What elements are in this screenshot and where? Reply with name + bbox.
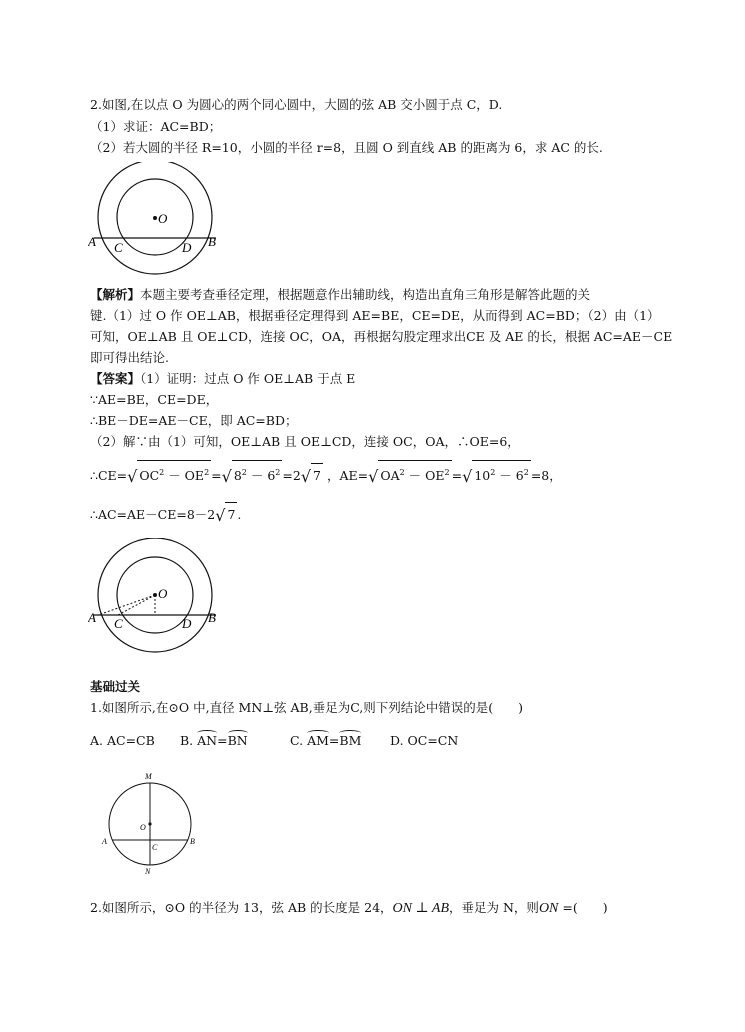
- label-d: D: [182, 616, 192, 631]
- label-o: O: [158, 211, 168, 226]
- figure-concentric-circles-1: [88, 162, 228, 280]
- label-c: C: [114, 616, 123, 631]
- analysis-tag: 【解析】: [90, 287, 141, 302]
- q1-stem: 1.如图所示,在⊙O 中,直径 MN⊥弦 AB,垂足为C,则下列结论中错误的是( ): [90, 700, 524, 715]
- label-b: B: [208, 234, 216, 249]
- option-d: D. OC=CN: [390, 733, 459, 748]
- q2-part1: （1）求证：AC=BD；: [90, 119, 222, 134]
- option-c: C. AM=BM: [290, 733, 362, 748]
- label-c: C: [152, 843, 158, 852]
- analysis-line-2: 键.（1）过 O 作 OE⊥AB，根据垂径定理得到 AE=BE，CE=DE，从而得到 AC=BD；（2）由（1）: [90, 308, 660, 323]
- option-b: B. AN=BN: [180, 733, 248, 748]
- label-o: O: [140, 823, 146, 832]
- answer-line-3: ∴BE－DE=AE－CE，即 AC=BD；: [90, 413, 298, 428]
- answer-line-4: （2）解∵由（1）可知，OE⊥AB 且 OE⊥CD，连接 OC，OA，∴OE=6，: [90, 434, 520, 449]
- q2-part2: （2）若大圆的半径 R=10，小圆的半径 r=8，且圆 O 到直线 AB 的距离为 6，求 AC 的长.: [90, 140, 603, 155]
- label-m: M: [145, 772, 152, 781]
- analysis-line-1: [90, 287, 590, 303]
- answer-text-1: （1）证明：过点 O 作 OE⊥AB 于点 E: [140, 371, 356, 386]
- answer-line-2: ∵AE=BE，CE=DE，: [90, 392, 219, 407]
- analysis-line-3: 可知，OE⊥AB 且 OE⊥CD，连接 OC，OA，再根据勾股定理求出CE 及 AE 的长，根据 AC=AE－CE: [90, 329, 673, 344]
- answer-line-1: [90, 371, 355, 387]
- label-a: A: [88, 610, 96, 625]
- section-title: 基础过关: [90, 679, 141, 694]
- label-a: A: [88, 234, 96, 249]
- label-o: O: [158, 586, 168, 601]
- label-b: B: [190, 837, 195, 846]
- analysis-text-1: 本题主要考查垂径定理，根据题意作出辅助线，构造出直角三角形是解答此题的关: [140, 287, 591, 302]
- option-a: A. AC=CB: [90, 733, 155, 748]
- q2b-stem: 2.如图所示，⊙O 的半径为 13，弦 AB 的长度是 24，ON ⊥ AB，垂足为 N，则ON =( ): [90, 900, 608, 916]
- label-d: D: [182, 240, 192, 255]
- formula-ce-ae: ∴CE=√ $OC^2 - OE^2$ =√ $8^2 - 6^2 =2√$ 7 ，AE=√ $OA^2 - OE^2$ =√ $10^2 - 6^2 =8$，: [90, 460, 562, 489]
- figure-circle-diameter-chord: [98, 768, 208, 880]
- label-n: N: [145, 867, 151, 876]
- label-a: A: [102, 837, 107, 846]
- analysis-line-4: 即可得出结论.: [90, 350, 169, 365]
- label-c: C: [114, 240, 123, 255]
- answer-tag: 【答案】: [90, 371, 141, 386]
- q2-stem: 2.如图,在以点 O 为圆心的两个同心圆中，大圆的弦 AB 交小圆于点 C，D.: [90, 97, 503, 112]
- figure-concentric-circles-2: [88, 538, 228, 660]
- label-b: B: [208, 610, 216, 625]
- formula-ac: ∴AC=AE－CE=8－2√ 7 .: [90, 502, 241, 528]
